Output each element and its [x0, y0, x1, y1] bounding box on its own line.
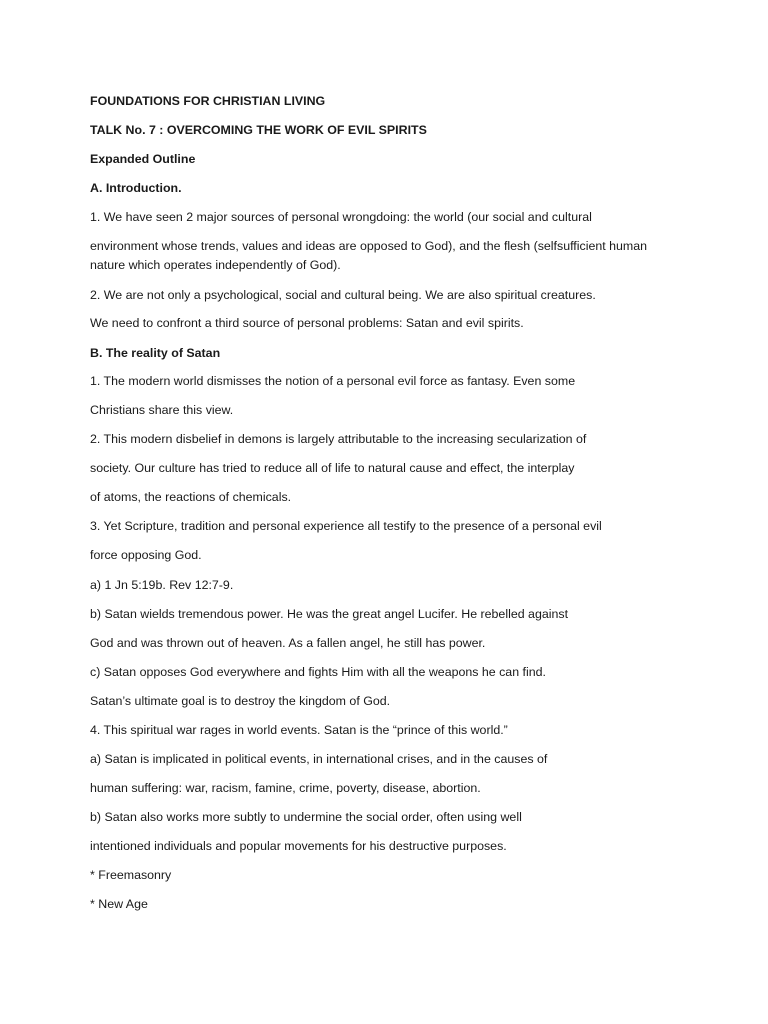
document-title: FOUNDATIONS FOR CHRISTIAN LIVING — [90, 94, 326, 108]
paragraph-line: human suffering: war, racism, famine, crime, poverty, disease, abortion. — [90, 781, 481, 795]
paragraph-line: c) Satan opposes God everywhere and fights Him with all the weapons he can find. — [90, 665, 546, 679]
paragraph-line: God and was thrown out of heaven. As a fallen angel, he still has power. — [90, 636, 486, 650]
list-item-freemasonry: * Freemasonry — [90, 868, 172, 882]
list-item-new-age: * New Age — [90, 897, 148, 911]
paragraph-line: force opposing God. — [90, 548, 202, 562]
paragraph-line: b) Satan wields tremendous power. He was the great angel Lucifer. He rebelled against — [90, 607, 569, 621]
section-b-heading: B. The reality of Satan — [90, 346, 221, 360]
section-a-heading: A. Introduction. — [90, 181, 182, 195]
paragraph-line: We need to confront a third source of personal problems: Satan and evil spirits. — [90, 316, 524, 330]
paragraph-line: 1. The modern world dismisses the notion of a personal evil force as fantasy. Even some — [90, 374, 576, 388]
paragraph-line: 1. We have seen 2 major sources of personal wrongdoing: the world (our social and cultural — [90, 210, 592, 224]
paragraph-line: a) 1 Jn 5:19b. Rev 12:7-9. — [90, 578, 234, 592]
outline-subtitle: Expanded Outline — [90, 152, 196, 166]
paragraph-line: a) Satan is implicated in political events, in international crises, and in the causes of — [90, 752, 548, 766]
paragraph-line: nature which operates independently of God). — [90, 258, 341, 272]
paragraph-line: of atoms, the reactions of chemicals. — [90, 490, 292, 504]
paragraph-line: society. Our culture has tried to reduce all of life to natural cause and effect, the interplay — [90, 461, 575, 475]
paragraph-line: Christians share this view. — [90, 403, 234, 417]
talk-title: TALK No. 7 : OVERCOMING THE WORK OF EVIL SPIRITS — [90, 123, 427, 137]
paragraph-line: b) Satan also works more subtly to undermine the social order, often using well — [90, 810, 522, 824]
paragraph-line: Satan’s ultimate goal is to destroy the kingdom of God. — [90, 694, 391, 708]
paragraph-line: 2. We are not only a psychological, social and cultural being. We are also spiritual creatures. — [90, 288, 596, 302]
paragraph-line: 4. This spiritual war rages in world events. Satan is the “prince of this world.” — [90, 723, 508, 737]
paragraph-line: 3. Yet Scripture, tradition and personal experience all testify to the presence of a personal evil — [90, 519, 602, 533]
paragraph-line: 2. This modern disbelief in demons is largely attributable to the increasing secularization of — [90, 432, 587, 446]
paragraph-line: intentioned individuals and popular movements for his destructive purposes. — [90, 839, 507, 853]
paragraph-line: environment whose trends, values and ideas are opposed to God), and the flesh (selfsufficient human — [90, 239, 647, 253]
